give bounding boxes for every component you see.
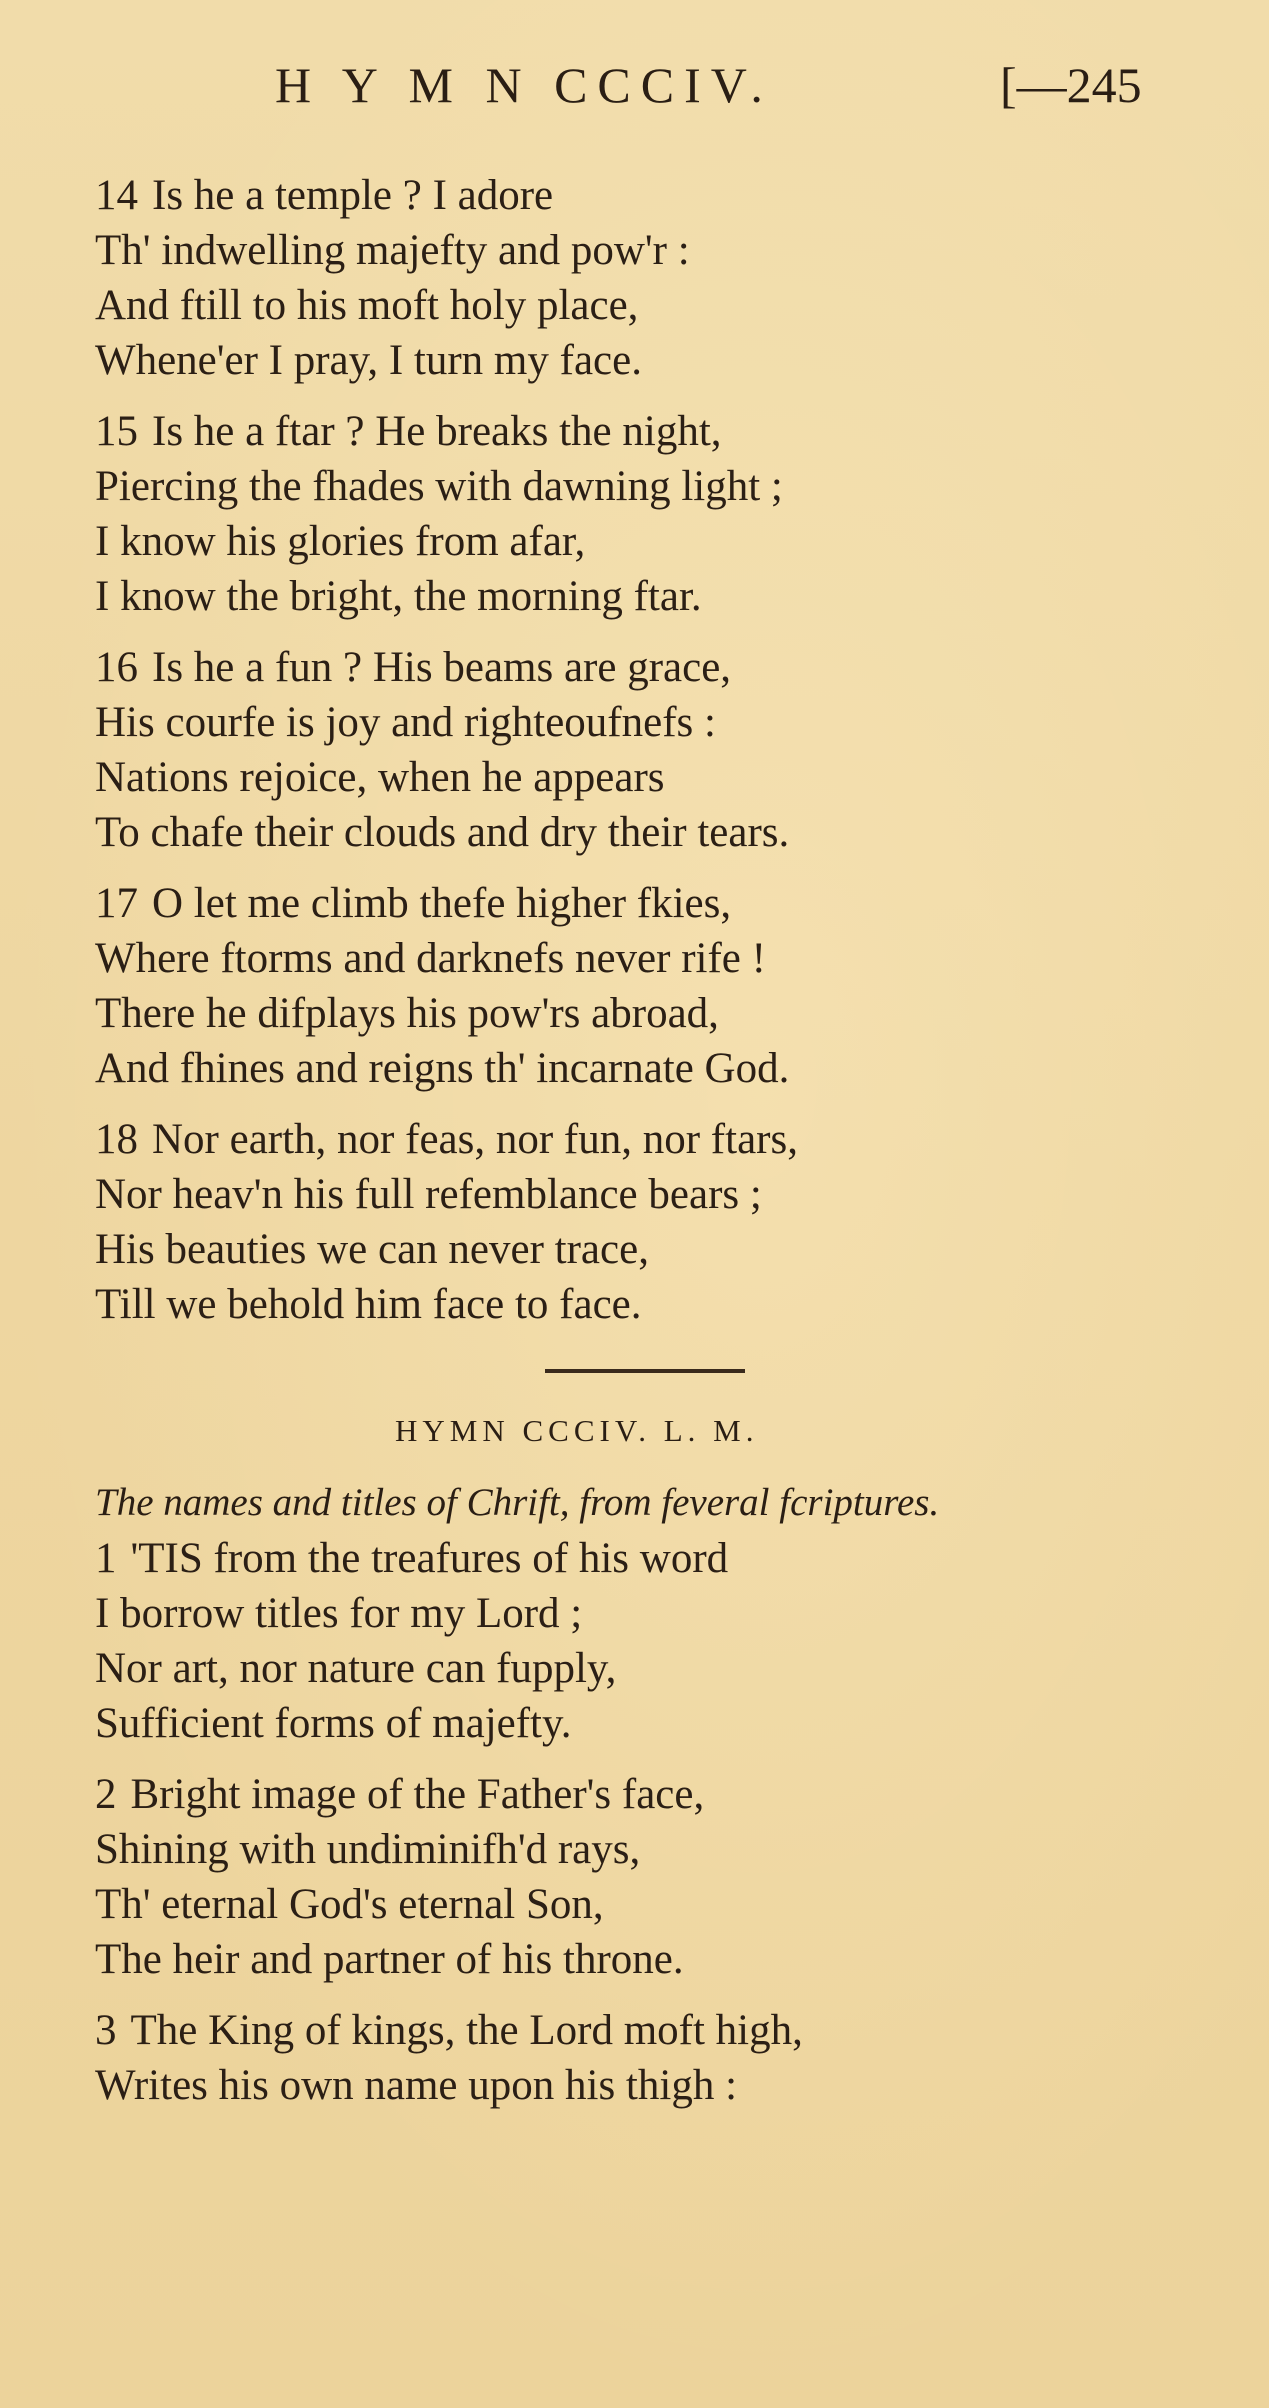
stanza-18 [95, 1112, 1205, 1332]
stanza-number: 3 [95, 2007, 117, 2054]
stanza-line: 15 Is he a ftar ? He breaks the night, [95, 408, 722, 455]
stanza-16 [95, 640, 1205, 860]
stanza-line: 16 Is he a fun ? His beams are grace, [95, 644, 732, 691]
stanza-line: I know the bright, the morning ftar. [95, 573, 702, 620]
stanza-14 [95, 168, 1205, 388]
stanza-2 [95, 1767, 1205, 1987]
stanza-line: Th' eternal God's eternal Son, [95, 1881, 604, 1928]
stanza-line: 17 O let me climb thefe higher fkies, [95, 880, 732, 927]
stanza-number: 17 [95, 880, 138, 927]
stanza-line: The heir and partner of his throne. [95, 1936, 684, 1983]
stanza-number: 14 [95, 172, 138, 219]
stanza-line: Whene'er I pray, I turn my face. [95, 337, 642, 384]
stanza-line: And ftill to his moft holy place, [95, 282, 639, 329]
page-number: [—245 [1000, 57, 1142, 113]
stanza-line: Piercing the fhades with dawning light ; [95, 463, 783, 510]
stanza-number: 2 [95, 1771, 117, 1818]
stanza-line: 3 The King of kings, the Lord moft high, [95, 2007, 803, 2054]
stanza-line: 1 'TIS from the treafures of his word [95, 1535, 729, 1582]
stanza-line: His beauties we can never trace, [95, 1226, 649, 1273]
stanza-line: Nor heav'n his full refemblance bears ; [95, 1171, 762, 1218]
stanza-line: Shining with undiminifh'd rays, [95, 1826, 641, 1873]
stanza-line: I know his glories from afar, [95, 518, 586, 565]
section-divider [545, 1369, 745, 1373]
stanza-17 [95, 876, 1205, 1096]
stanza-line: Writes his own name upon his thigh : [95, 2062, 738, 2109]
stanza-line: 18 Nor earth, nor feas, nor fun, nor ftars, [95, 1116, 798, 1163]
stanza-line: 14 Is he a temple ? I adore [95, 172, 554, 219]
stanza-line: Till we behold him face to face. [95, 1281, 642, 1328]
stanza-number: 16 [95, 644, 138, 691]
hymn-subtitle: The names and titles of Chrift, from feveral fcriptures. [95, 1481, 940, 1524]
stanza-line: Where ftorms and darknefs never rife ! [95, 935, 766, 982]
stanza-line: Nor art, nor nature can fupply, [95, 1645, 617, 1692]
stanza-line: Nations rejoice, when he appears [95, 754, 665, 801]
stanza-line: To chafe their clouds and dry their tears. [95, 809, 790, 856]
stanza-line: Th' indwelling majefty and pow'r : [95, 227, 690, 274]
stanza-line: I borrow titles for my Lord ; [95, 1590, 583, 1637]
stanza-number: 1 [95, 1535, 117, 1582]
stanza-line: Sufficient forms of majefty. [95, 1700, 572, 1747]
stanza-line: And fhines and reigns th' incarnate God. [95, 1045, 790, 1092]
stanza-line: 2 Bright image of the Father's face, [95, 1771, 705, 1818]
stanza-number: 18 [95, 1116, 138, 1163]
stanza-1 [95, 1531, 1205, 1751]
running-header [0, 48, 1269, 118]
stanza-3 [95, 2003, 1205, 2113]
lower-stanzas [95, 1531, 1205, 2129]
stanza-number: 15 [95, 408, 138, 455]
hymn-heading: HYMN CCCIV. L. M. [395, 1413, 759, 1448]
running-title: H Y M N CCCIV. [275, 57, 773, 113]
stanza-line: His courfe is joy and righteoufnefs : [95, 699, 716, 746]
upper-stanzas [95, 168, 1205, 1348]
stanza-line: There he difplays his pow'rs abroad, [95, 990, 719, 1037]
stanza-15 [95, 404, 1205, 624]
